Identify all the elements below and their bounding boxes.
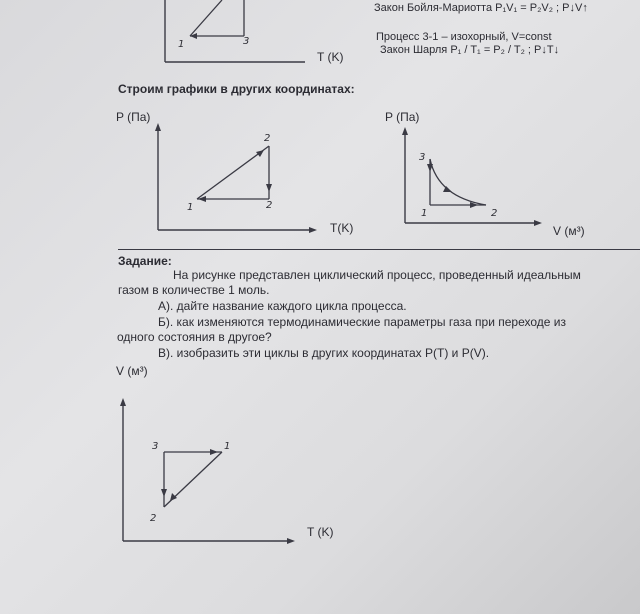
task-line-a: А). дайте название каждого цикла процесса. <box>158 299 407 313</box>
pt-point-2-bottom: 2 <box>266 200 273 211</box>
vt-x-label: T (K) <box>307 525 334 539</box>
vt-point-1: 1 <box>224 441 231 452</box>
vt-point-2: 2 <box>150 513 157 524</box>
boyle-law-text: Закон Бойля-Мариотта P₁V₁ = P₂V₂ ; P↓V↑ <box>374 2 588 14</box>
task-line-1: На рисунке представлен циклический процесс, проведенный идеальным <box>173 268 581 282</box>
pt-point-1: 1 <box>187 202 194 213</box>
charles-law-text: Закон Шарля P₁ / T₁ = P₂ / T₂ ; P↓T↓ <box>380 44 560 56</box>
task-line-2: газом в количестве 1 моль. <box>118 283 270 297</box>
process-31-text: Процесс 3-1 – изохорный, V=const <box>376 31 552 43</box>
pt-y-label: P (Па) <box>116 110 151 124</box>
pv-point-3: 3 <box>419 152 426 163</box>
top-point-1: 1 <box>178 39 185 50</box>
task-heading: Задание: <box>118 254 172 268</box>
task-line-c: В). изобразить эти циклы в других координатах P(T) и P(V). <box>158 346 490 360</box>
pv-point-2: 2 <box>491 208 498 219</box>
pt-x-label: T(K) <box>330 221 354 235</box>
task-line-b-cont: одного состояния в другое? <box>117 330 272 344</box>
pv-x-label: V (м³) <box>553 224 585 238</box>
task-line-b: Б). как изменяются термодинамические параметры газа при переходе из <box>158 315 566 329</box>
vt-point-3: 3 <box>152 441 159 452</box>
top-point-3: 3 <box>243 36 250 47</box>
vt-y-label: V (м³) <box>116 364 148 378</box>
top-axis-label: T (K) <box>317 50 344 64</box>
pv-y-label: P (Па) <box>385 110 420 124</box>
pt-point-2-top: 2 <box>264 133 271 144</box>
section-title: Строим графики в других координатах: <box>118 82 355 96</box>
pv-point-1: 1 <box>421 208 428 219</box>
